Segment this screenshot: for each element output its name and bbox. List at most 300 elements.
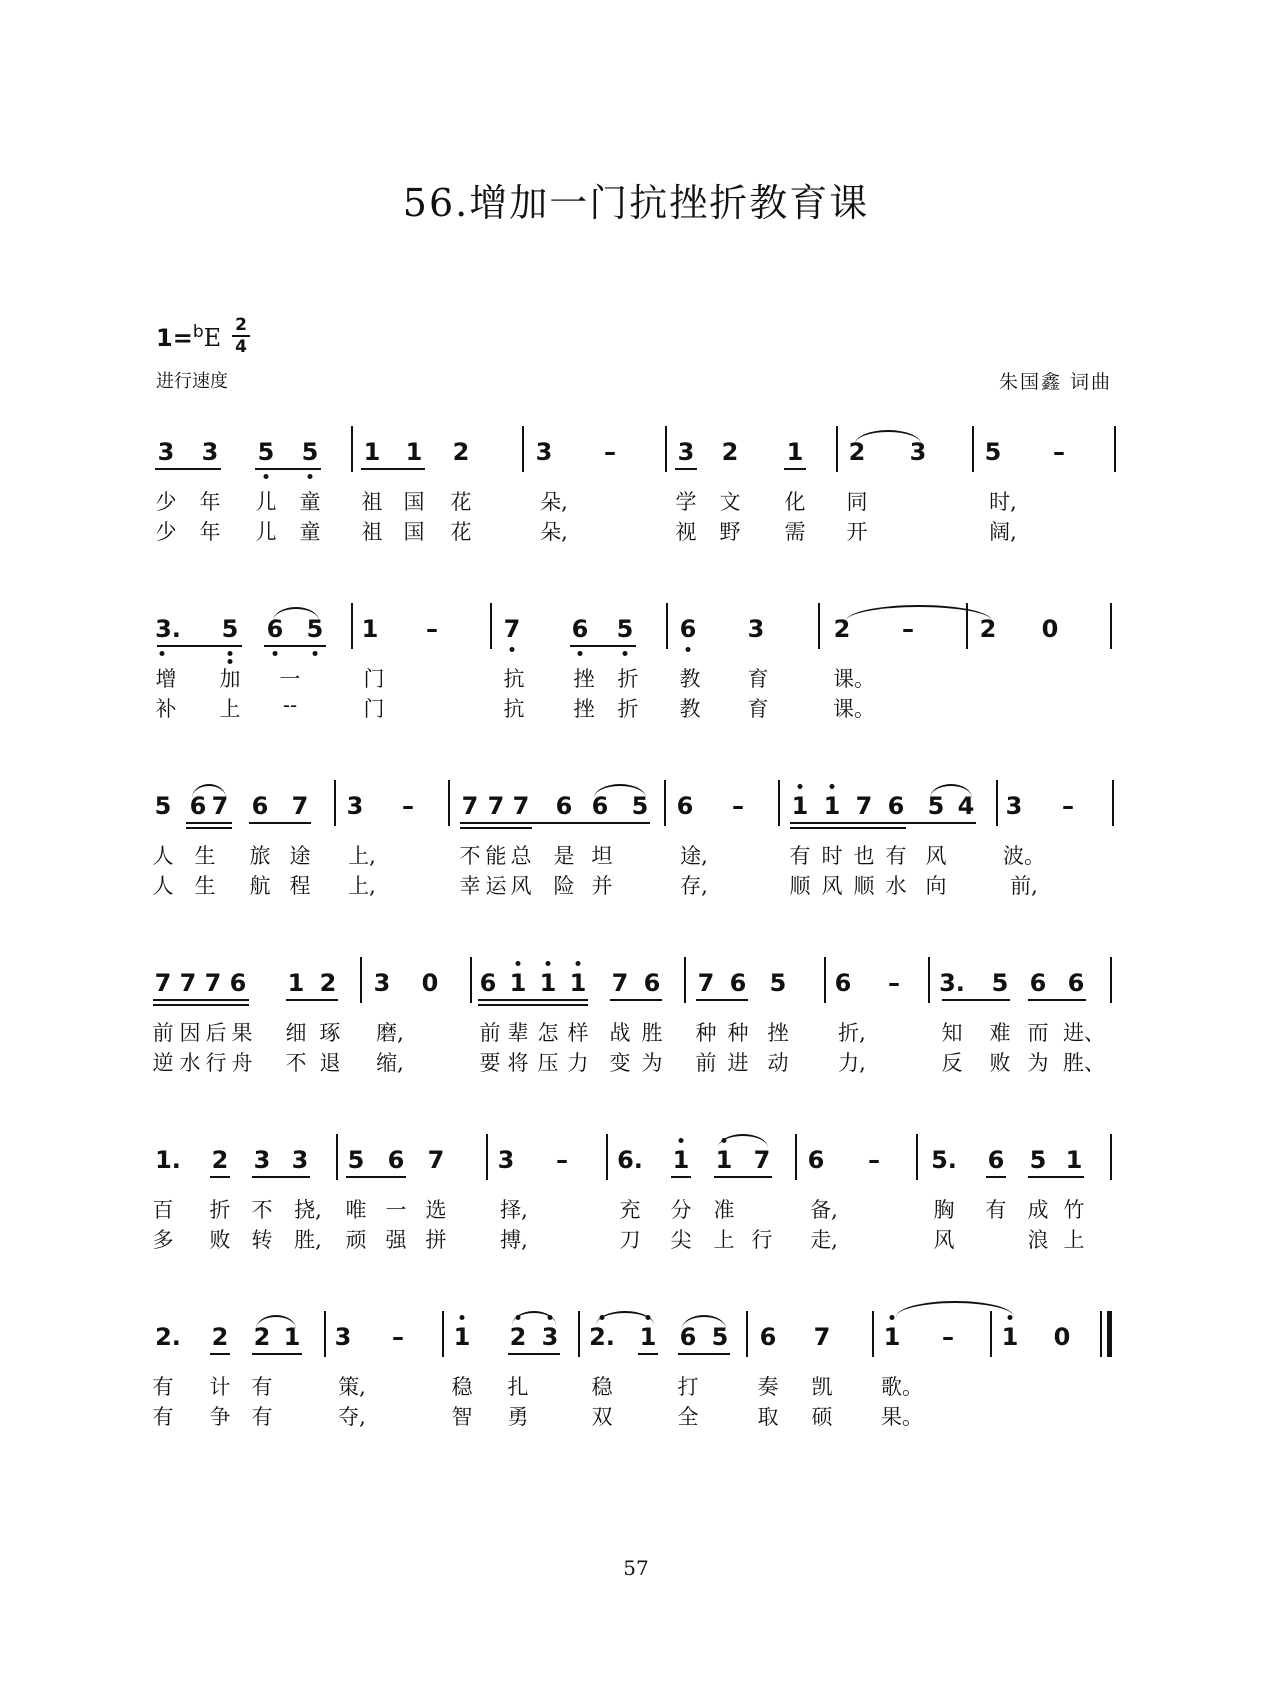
lyric: 扎: [507, 1375, 529, 1399]
barline: [442, 1311, 444, 1357]
lyric: 前: [479, 1021, 501, 1045]
barline: [1110, 1134, 1112, 1180]
low-dot: [313, 651, 318, 656]
lyric: 补: [155, 697, 177, 721]
underline: [714, 1176, 772, 1178]
dash: –: [1062, 792, 1074, 820]
barline: [824, 957, 826, 1003]
lyric: 力: [567, 1051, 589, 1075]
note: 6: [229, 969, 247, 997]
barline: [684, 957, 686, 1003]
lyric: 样: [567, 1021, 589, 1045]
lyric: 选: [425, 1198, 447, 1222]
note: 5: [221, 615, 239, 643]
note: 5.: [931, 1146, 957, 1174]
note: 3: [334, 1323, 352, 1351]
lyric: 年: [199, 520, 221, 544]
lyric: 少: [155, 490, 177, 514]
lyric: 是: [553, 844, 575, 868]
lyric: 择,: [500, 1198, 528, 1222]
lyric: 坦: [591, 844, 613, 868]
note: 6: [987, 1146, 1005, 1174]
lyric: 人: [152, 844, 174, 868]
underline: [255, 468, 321, 470]
lyric: 育: [747, 667, 769, 691]
low-dot: [264, 474, 269, 479]
underline: [942, 999, 1010, 1001]
lyric: 存,: [680, 874, 708, 898]
note: 7: [813, 1323, 831, 1351]
high-dot: [798, 784, 803, 789]
slur: [682, 1315, 726, 1329]
barline: [351, 426, 353, 472]
lyric: 风: [510, 874, 532, 898]
barline: [448, 780, 450, 826]
barline: [1110, 957, 1112, 1003]
barline: [1112, 780, 1114, 826]
lyric: 要: [479, 1051, 501, 1075]
high-dot: [460, 1315, 465, 1320]
barline: [665, 426, 667, 472]
lyric: 少: [155, 520, 177, 544]
lyric: 有: [251, 1375, 273, 1399]
note: 1: [287, 969, 305, 997]
low-dot: [623, 651, 628, 656]
lyric: 折: [617, 667, 639, 691]
lyric: 童: [299, 520, 321, 544]
note: 3: [201, 438, 219, 466]
slur: [256, 1315, 296, 1329]
underline: [1028, 999, 1086, 1001]
underline: [508, 1353, 560, 1355]
note: 1: [539, 969, 557, 997]
note: 1: [823, 792, 841, 820]
note: 6: [643, 969, 661, 997]
lyric: 抗: [503, 697, 525, 721]
underline: [264, 645, 326, 647]
lyric: 智: [451, 1405, 473, 1429]
underline: [478, 1004, 588, 1006]
high-dot: [576, 961, 581, 966]
note: 1: [715, 1146, 733, 1174]
note: 7: [697, 969, 715, 997]
lyric: 幸: [459, 874, 481, 898]
lyric: 祖: [361, 490, 383, 514]
lyric: 有: [985, 1198, 1007, 1222]
lyric: 有: [152, 1375, 174, 1399]
note: 2: [833, 615, 851, 643]
lyric: 硕: [811, 1405, 833, 1429]
lyric: 前: [695, 1051, 717, 1075]
note: 3: [346, 792, 364, 820]
lyric: 竹: [1063, 1198, 1085, 1222]
note: 7: [855, 792, 873, 820]
slur: [273, 607, 319, 621]
note: 7: [427, 1146, 445, 1174]
note: 5: [306, 615, 324, 643]
lyric: 挫: [767, 1021, 789, 1045]
lyric: 航: [249, 874, 271, 898]
lyric: 行: [205, 1051, 227, 1075]
note: 3: [291, 1146, 309, 1174]
underline: [210, 1176, 230, 1178]
lyric: 策,: [338, 1375, 366, 1399]
note: 1: [791, 792, 809, 820]
barline: [916, 1134, 918, 1180]
note: 3: [157, 438, 175, 466]
note: 3: [253, 1146, 271, 1174]
note: 3.: [155, 615, 181, 643]
note: 6: [189, 792, 207, 820]
score-system-3: [0, 792, 1272, 962]
lyric: 途: [289, 844, 311, 868]
lyric: 年: [199, 490, 221, 514]
note: 1: [509, 969, 527, 997]
lyric: 逆: [152, 1051, 174, 1075]
lyric: 磨,: [376, 1021, 404, 1045]
note: 5: [927, 792, 945, 820]
note: 1: [883, 1323, 901, 1351]
lyric: 不: [285, 1051, 307, 1075]
note: 6.: [617, 1146, 643, 1174]
lyric: 搏,: [500, 1228, 528, 1252]
lyric: 顽: [345, 1228, 367, 1252]
lyric: 打: [677, 1375, 699, 1399]
lyric: 风: [925, 844, 947, 868]
note: 6: [571, 615, 589, 643]
lyric: 争: [209, 1405, 231, 1429]
note: 4: [957, 792, 975, 820]
note: 7: [211, 792, 229, 820]
lyric: 门: [363, 667, 385, 691]
note: 5: [769, 969, 787, 997]
note: 1: [363, 438, 381, 466]
low-dot: [686, 647, 691, 652]
lyric: 勇: [507, 1405, 529, 1429]
high-dot: [830, 784, 835, 789]
lyric: 上: [713, 1228, 735, 1252]
underline: [252, 1176, 310, 1178]
note: 7: [291, 792, 309, 820]
barline: [972, 426, 974, 472]
high-dot: [890, 1315, 895, 1320]
lyric: 也: [853, 844, 875, 868]
note: 1: [361, 615, 379, 643]
note: 3: [535, 438, 553, 466]
score-system-6: [0, 1323, 1272, 1493]
note: 2: [848, 438, 866, 466]
lyric: 双: [591, 1405, 613, 1429]
note: 1.: [155, 1146, 181, 1174]
note: 1: [1065, 1146, 1083, 1174]
note: 6: [679, 615, 697, 643]
lyric: 挫: [573, 697, 595, 721]
key-signature: 1=$^b$E: [156, 322, 222, 352]
dash: –: [942, 1323, 954, 1351]
underline: [153, 999, 249, 1001]
lyric: 凯: [811, 1375, 833, 1399]
lyric: 果: [231, 1021, 253, 1045]
lyric: 进、: [1063, 1021, 1105, 1045]
score-system-5: [0, 1146, 1272, 1316]
lyric: 琢: [319, 1021, 341, 1045]
note: 2.: [589, 1323, 615, 1351]
underline: [696, 999, 748, 1001]
lyric: 而: [1027, 1021, 1049, 1045]
lyric: 时: [821, 844, 843, 868]
barline: [336, 1134, 338, 1180]
lyric: 朵,: [540, 490, 568, 514]
note: 6: [266, 615, 284, 643]
lyric: 花: [450, 490, 472, 514]
dash: –: [732, 792, 744, 820]
lyric: 教: [679, 667, 701, 691]
note: 6: [834, 969, 852, 997]
lyric: 朵,: [540, 520, 568, 544]
lyric: 一: [279, 667, 301, 691]
note: 6: [1029, 969, 1047, 997]
lyric: 力,: [838, 1051, 866, 1075]
note: 3: [541, 1323, 559, 1351]
lyric: 并: [591, 874, 613, 898]
note: 7: [204, 969, 222, 997]
lyric: 运: [485, 874, 507, 898]
underline: [986, 1176, 1006, 1178]
underline: [784, 468, 806, 470]
note: 7: [512, 792, 530, 820]
low-dot: [510, 647, 515, 652]
lyric: 多: [152, 1228, 174, 1252]
lyric: 浪: [1027, 1228, 1049, 1252]
lyric: 走,: [810, 1228, 838, 1252]
lyric: 增: [155, 667, 177, 691]
score-system-2: [0, 615, 1272, 785]
low-dot: [308, 474, 313, 479]
lyric: 旅: [249, 844, 271, 868]
underline: [155, 468, 221, 470]
lyric: 胸: [933, 1198, 955, 1222]
note: 3: [677, 438, 695, 466]
lyric: 门: [363, 697, 385, 721]
note: 3.: [939, 969, 965, 997]
note: 7: [611, 969, 629, 997]
underline: [790, 822, 976, 824]
note: 1: [569, 969, 587, 997]
note: 5: [347, 1146, 365, 1174]
lyric: 唯: [345, 1198, 367, 1222]
note: 6: [1067, 969, 1085, 997]
underline: [153, 1004, 249, 1006]
lyric: 童: [299, 490, 321, 514]
underline: [678, 1353, 730, 1355]
note: 1: [786, 438, 804, 466]
note: 6: [759, 1323, 777, 1351]
note: 2: [253, 1323, 271, 1351]
lyric: 花: [450, 520, 472, 544]
lyric: 同: [846, 490, 868, 514]
lyric: 反: [941, 1051, 963, 1075]
underline: [570, 645, 636, 647]
dash: –: [868, 1146, 880, 1174]
lyric: 稳: [591, 1375, 613, 1399]
barline: [334, 780, 336, 826]
barline: [666, 603, 668, 649]
lyric: 行: [751, 1228, 773, 1252]
final-barline: [1107, 1311, 1112, 1357]
slur: [192, 784, 226, 798]
note: 7: [461, 792, 479, 820]
note: 7: [154, 969, 172, 997]
barline: [746, 1311, 748, 1357]
barline: [351, 603, 353, 649]
lyric: 分: [670, 1198, 692, 1222]
lyric: --: [282, 693, 298, 717]
note: 5: [1029, 1146, 1047, 1174]
lyric: 战: [609, 1021, 631, 1045]
lyric: 挠,: [294, 1198, 322, 1222]
note: 1: [453, 1323, 471, 1351]
note: 7: [753, 1146, 771, 1174]
score-system-4: [0, 969, 1272, 1139]
note: 3: [497, 1146, 515, 1174]
lyric: 因: [179, 1021, 201, 1045]
lyric: 计: [209, 1375, 231, 1399]
barline: [928, 957, 930, 1003]
lyric: 刀: [619, 1228, 641, 1252]
note: 6: [676, 792, 694, 820]
lyric: 强: [385, 1228, 407, 1252]
barline: [1100, 1311, 1102, 1357]
underline: [157, 645, 242, 647]
lyric: 稳: [451, 1375, 473, 1399]
note: 0: [421, 969, 439, 997]
underline: [286, 999, 338, 1001]
lyric: 备,: [810, 1198, 838, 1222]
note: 2: [979, 615, 997, 643]
lyric: 难: [989, 1021, 1011, 1045]
lyric: 尖: [670, 1228, 692, 1252]
note: 7: [503, 615, 521, 643]
lyric: 祖: [361, 520, 383, 544]
lyric: 前: [152, 1021, 174, 1045]
dash: –: [1053, 438, 1065, 466]
barline: [872, 1311, 874, 1357]
barline: [795, 1134, 797, 1180]
barline: [470, 957, 472, 1003]
lyric: 波。: [1003, 844, 1045, 868]
note: 1: [672, 1146, 690, 1174]
low-dot: [228, 651, 233, 656]
note: 5: [257, 438, 275, 466]
underline: [671, 1176, 691, 1178]
lyric: 歌。: [881, 1375, 923, 1399]
lyric: 需: [784, 520, 806, 544]
underline: [478, 999, 588, 1001]
lyric: 儿: [255, 520, 277, 544]
note: 5: [631, 792, 649, 820]
note: 6: [251, 792, 269, 820]
lyric: 上,: [348, 844, 376, 868]
note: 5: [711, 1323, 729, 1351]
lyric: 育: [747, 697, 769, 721]
lyric: 顺: [853, 874, 875, 898]
lyric: 开: [846, 520, 868, 544]
lyric: 化: [784, 490, 806, 514]
lyric: 胜、: [1063, 1051, 1105, 1075]
barline: [818, 603, 820, 649]
note: 6: [729, 969, 747, 997]
underline: [460, 822, 650, 824]
lyric: 有: [152, 1405, 174, 1429]
barline: [606, 1134, 608, 1180]
lyric: 辈: [507, 1021, 529, 1045]
underline: [249, 822, 311, 824]
note: 6: [807, 1146, 825, 1174]
high-dot: [679, 1138, 684, 1143]
lyric: 一: [385, 1198, 407, 1222]
lyric: 舟: [231, 1051, 253, 1075]
note: 6: [887, 792, 905, 820]
lyric: 挫: [573, 667, 595, 691]
note: 2: [721, 438, 739, 466]
lyric: 向: [925, 874, 947, 898]
note: 6: [679, 1323, 697, 1351]
lyric: 总: [510, 844, 532, 868]
dash: –: [402, 792, 414, 820]
barline: [996, 780, 998, 826]
note: 2: [509, 1323, 527, 1351]
lyric: 生: [194, 874, 216, 898]
lyric: 有: [251, 1405, 273, 1429]
lyric: 退: [319, 1051, 341, 1075]
lyric: 夺,: [338, 1405, 366, 1429]
lyric: 生: [194, 844, 216, 868]
note: 5: [154, 792, 172, 820]
lyric: 人: [152, 874, 174, 898]
lyric: 不: [251, 1198, 273, 1222]
lyric: 风: [821, 874, 843, 898]
lyric: 百: [152, 1198, 174, 1222]
score-system-1: [0, 438, 1272, 608]
lyric: 败: [989, 1051, 1011, 1075]
barline: [990, 1311, 992, 1357]
barline: [1110, 603, 1112, 649]
lyric: 充: [619, 1198, 641, 1222]
barline: [778, 780, 780, 826]
slur: [594, 784, 646, 798]
note: 6: [479, 969, 497, 997]
lyric: 后: [205, 1021, 227, 1045]
lyric: 险: [553, 874, 575, 898]
lyric: 胜,: [294, 1228, 322, 1252]
barline: [522, 426, 524, 472]
note: 2: [211, 1323, 229, 1351]
barline: [578, 1311, 580, 1357]
lyric: 准: [713, 1198, 735, 1222]
lyric: 有: [789, 844, 811, 868]
underline: [361, 468, 425, 470]
note: 2: [452, 438, 470, 466]
dash: –: [604, 438, 616, 466]
note: 2: [211, 1146, 229, 1174]
lyric: 折: [617, 697, 639, 721]
lyric: 时,: [989, 490, 1017, 514]
lyric: 课。: [833, 697, 875, 721]
note: 1: [639, 1323, 657, 1351]
lyric: 野: [719, 520, 741, 544]
underline: [186, 822, 232, 824]
note: 3: [1005, 792, 1023, 820]
